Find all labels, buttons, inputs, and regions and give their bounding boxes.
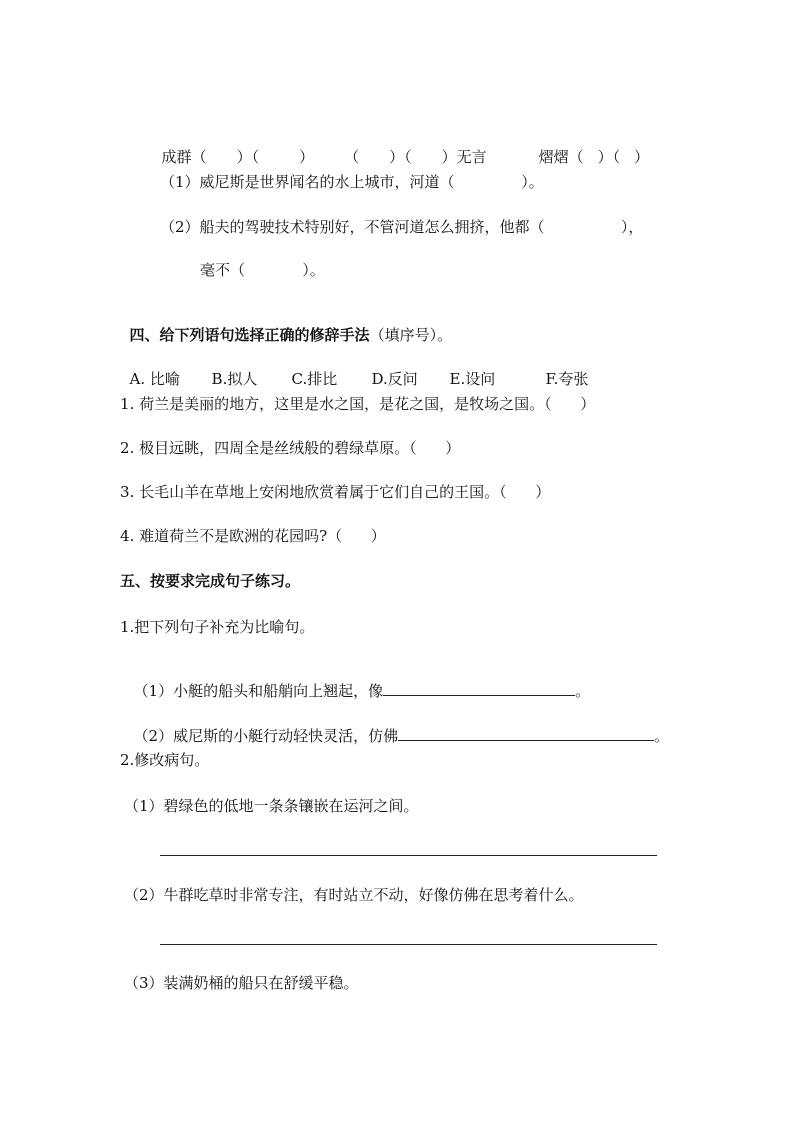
option-a: A. 比喻 [129, 370, 180, 388]
rhetoric-options [120, 349, 588, 389]
simile-question-2 [124, 706, 669, 746]
word-fill-3-end: ） [634, 148, 650, 166]
option-e: E.设问 [449, 370, 496, 388]
option-b: B.拟人 [211, 370, 258, 388]
option-f: F.夸张 [545, 370, 589, 388]
word-fill-3: 熠熠（ [538, 148, 584, 166]
section4-note: （填序号）。 [369, 326, 453, 344]
option-d: D.反问 [371, 370, 418, 388]
option-c: C.排比 [291, 370, 338, 388]
simile-q2-end: 。 [654, 727, 670, 745]
word-fill-1-end: ） [299, 148, 315, 166]
part2-title: 2.修改病句。 [120, 751, 210, 769]
section4-title: 四、给下列语句选择正确的修辞手法 [129, 326, 370, 344]
word-fill-2-end: ）无言 [441, 148, 487, 166]
rhetoric-item-4: 4. 难道荷兰不是欧洲的花园吗?（ ） [120, 527, 386, 545]
simile-q1-blank[interactable] [383, 681, 575, 696]
simile-q1-end: 。 [575, 682, 591, 700]
part1-title: 1.把下列句子补充为比喻句。 [120, 618, 315, 636]
simile-q1-text: （1）小艇的船头和船艄向上翘起，像 [133, 682, 384, 700]
correction-answer-line-2[interactable] [160, 944, 657, 945]
word-fill-2: （ [344, 148, 360, 166]
correction-answer-line-1[interactable] [160, 855, 657, 856]
rhetoric-item-2: 2. 极目远眺，四周全是丝绒般的碧绿草原。（ ） [120, 439, 461, 457]
section4-heading [120, 305, 452, 345]
word-fill-row [152, 127, 649, 167]
section3-question-2-cont: 毫不（ ）。 [200, 261, 325, 279]
section3-question-2: （2）船夫的驾驶技术特别好，不管河道怎么拥挤，他都（ ）， [160, 218, 644, 236]
word-fill-3-mid: ）（ [597, 148, 621, 166]
section3-question-1: （1）威尼斯是世界闻名的水上城市，河道（ ）。 [160, 173, 544, 191]
simile-q2-blank[interactable] [398, 726, 654, 741]
simile-question-1 [124, 661, 590, 701]
word-fill-2-mid: ）（ [389, 148, 412, 166]
word-fill-1-mid: ）（ [236, 148, 260, 166]
correction-question-3: （3）装满奶桶的船只在舒缓平稳。 [124, 974, 359, 992]
rhetoric-item-3: 3. 长毛山羊在草地上安闲地欣赏着属于它们自己的王国。（ ） [120, 483, 551, 501]
correction-question-2: （2）牛群吃草时非常专注，有时站立不动，好像仿佛在思考着什么。 [124, 886, 584, 904]
correction-question-1: （1）碧绿色的低地一条条镶嵌在运河之间。 [124, 797, 419, 815]
section5-heading: 五、按要求完成句子练习。 [120, 572, 301, 590]
rhetoric-item-1: 1. 荷兰是美丽的地方，这里是水之国，是花之国，是牧场之国。（ ） [120, 395, 596, 413]
word-fill-1: 成群（ [161, 148, 207, 166]
simile-q2-text: （2）威尼斯的小艇行动轻快灵活，仿佛 [133, 727, 399, 745]
